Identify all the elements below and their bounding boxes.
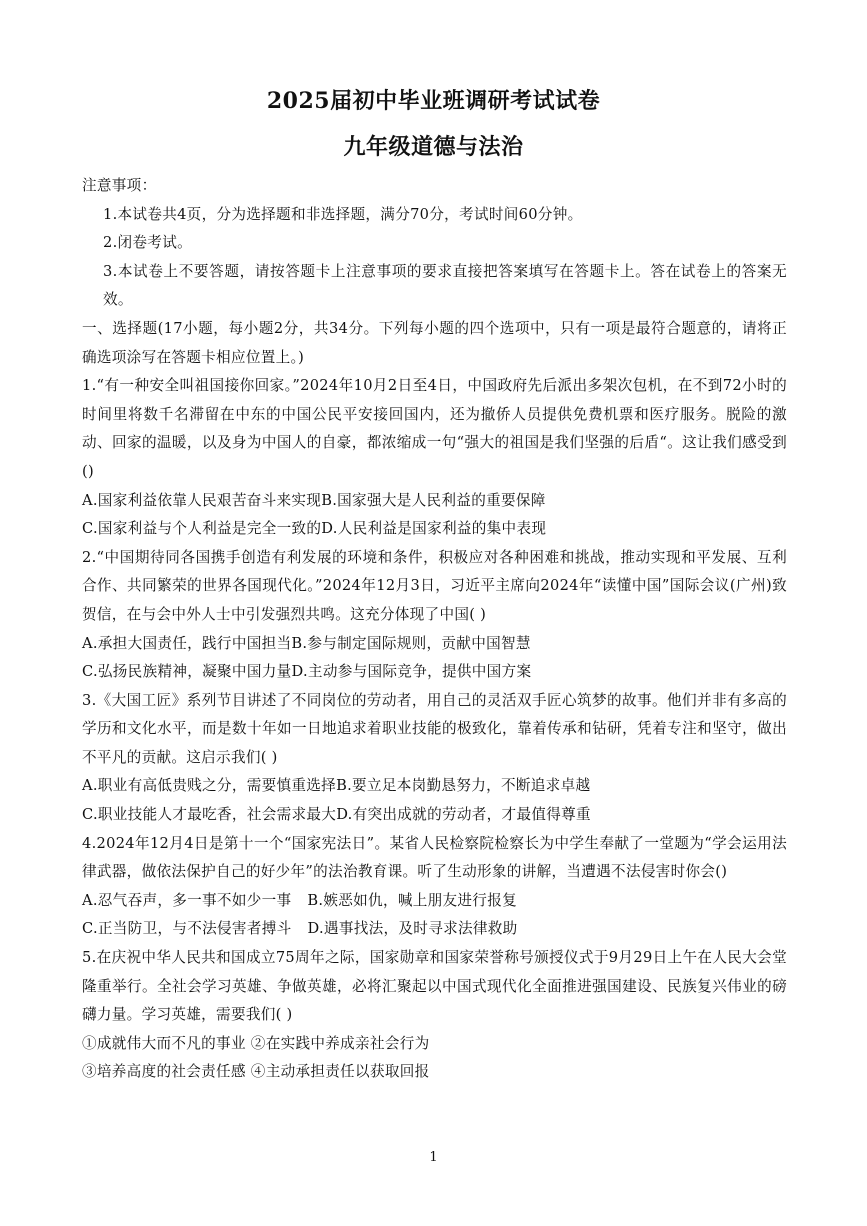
question-options-row: [82, 887, 787, 916]
question-stem: 3.《大国工匠》系列节目讲述了不同岗位的劳动者，用自己的灵活双手匠心筑梦的故事。他们并非有多高的学历和文化水平，而是数十年如一日地追求着职业技能的极致化，靠着传承和钻研，凭着专注和坚守，做出不平凡的贡献。这启示我们( ): [82, 691, 787, 766]
question-options-row: [82, 487, 787, 516]
option-2: ②在实践中养成亲社会行为: [250, 1034, 430, 1052]
option-a: A.承担大国责任，践行中国担当: [82, 634, 292, 652]
option-b: B.参与制定国际规则，贡献中国智慧: [291, 634, 531, 652]
exam-body: [82, 172, 787, 1087]
question-stem: 2.“中国期待同各国携手创造有利发展的环境和条件，积极应对各种困难和挑战，推动实现和平发展、互利合作、共同繁荣的世界各国现代化。”2024年12月3日，习近平主席向2024年“读懂中国”国际会议(广州)致贺信，在与会中外人士中引发强烈共鸣。这充分体现了中国( ): [82, 548, 787, 623]
option-3: ③培养高度的社会责任感: [82, 1063, 246, 1081]
option-1: ①成就伟大而不凡的事业: [82, 1034, 246, 1052]
page-number: 1: [429, 1150, 438, 1165]
option-d: D.有突出成就的劳动者，才最值得尊重: [336, 806, 591, 824]
option-d: D.主动参与国际竞争，提供中国方案: [291, 663, 532, 681]
option-b: B.嫉恶如仇，喊上朋友进行报复: [307, 891, 517, 909]
question-options-row: [82, 801, 787, 830]
notice-item: 1.本试卷共4页，分为选择题和非选择题，满分70分，考试时间60分钟。: [103, 205, 583, 223]
question-options-row: [82, 1030, 787, 1059]
option-c: C.正当防卫，与不法侵害者搏斗: [82, 920, 292, 938]
option-b: B.国家强大是人民利益的重要保障: [321, 491, 546, 509]
question-options-row: [82, 772, 787, 801]
question-options-row: [82, 515, 787, 544]
question-stem: 4.2024年12月4日是第十一个“国家宪法日”。某省人民检察院检察长为中学生奉献了一堂题为“学会运用法律武器，做依法保护自己的好少年”的法治教育课。听了生动形象的讲解，当遭遇不法侵害时你会(): [82, 834, 787, 881]
section-heading: 一、选择题(17小题，每小题2分，共34分。下列每小题的四个选项中，只有一项是最符合题意的，请将正确选项涂写在答题卡相应位置上。): [82, 319, 787, 366]
question-options-row: [82, 658, 787, 687]
option-a: A.忍气吞声，多一事不如少一事: [82, 891, 292, 909]
exam-subject: 九年级道德与法治: [343, 134, 524, 160]
option-a: A.国家利益依靠人民艰苦奋斗来实现: [82, 491, 322, 509]
option-c: C.弘扬民族精神，凝聚中国力量: [82, 663, 292, 681]
notice-item: 3.本试卷上不要答题，请按答题卡上注意事项的要求直接把答案填写在答题卡上。答在试卷上的答案无效。: [103, 262, 787, 309]
option-4: ④主动承担责任以获取回报: [250, 1063, 430, 1081]
notice-heading: 注意事项：: [82, 177, 157, 194]
question-stem: 5.在庆祝中华人民共和国成立75周年之际，国家勋章和国家荣誉称号颁授仪式于9月29日上午在人民大会堂隆重举行。全社会学习英雄、争做英雄，必将汇聚起以中国式现代化全面推进强国建设、民族复兴伟业的磅礴力量。学习英雄，需要我们( ): [82, 949, 787, 1024]
question-options-row: [82, 915, 787, 944]
option-c: C.职业技能人才最吃香，社会需求最大: [82, 806, 337, 824]
notice-item: 2.闭卷考试。: [103, 234, 192, 252]
option-d: D.遇事找法，及时寻求法律救助: [307, 920, 518, 938]
question-options-row: [82, 630, 787, 659]
question-stem: 1.“有一种安全叫祖国接你回家。”2024年10月2日至4日，中国政府先后派出多架次包机，在不到72小时的时间里将数千名滞留在中东的中国公民平安接回国内，还为撤侨人员提供免费机票和医疗服务。脱险的激动、回家的温暖，以及身为中国人的自豪，都浓缩成一句“强大的祖国是我们坚强的后盾“。这让我们感受到(): [82, 377, 787, 480]
option-a: A.职业有高低贵贱之分，需要慎重选择: [82, 777, 337, 795]
option-d: D.人民利益是国家利益的集中表现: [321, 520, 547, 538]
question-options-row: [82, 1058, 787, 1087]
exam-title: 2025届初中毕业班调研考试试卷: [266, 88, 601, 114]
option-b: B.要立足本岗勤恳努力，不断追求卓越: [336, 777, 591, 795]
option-c: C.国家利益与个人利益是完全一致的: [82, 520, 322, 538]
